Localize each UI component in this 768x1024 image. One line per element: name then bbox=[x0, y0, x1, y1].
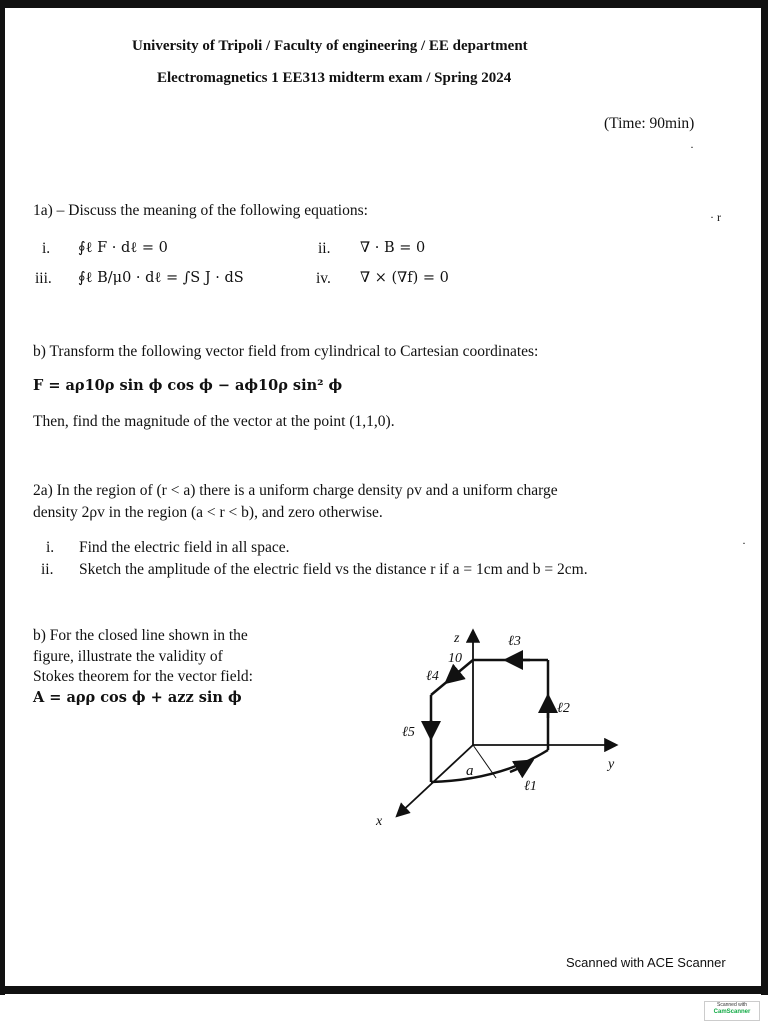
scan-speck: · bbox=[742, 536, 746, 550]
header-university: University of Tripoli / Faculty of engineering / EE department bbox=[132, 38, 528, 54]
q1a-prompt: 1a) – Discuss the meaning of the following equations: bbox=[33, 202, 368, 219]
q2b-vector-field: A = aρρ cos ϕ + azz sin ϕ bbox=[33, 689, 242, 706]
q2a-item-text: Sketch the amplitude of the electric field vs the distance r if a = 1cm and b = 2cm. bbox=[79, 561, 588, 578]
scan-speck: · bbox=[690, 140, 694, 154]
q1a-equation: ∮ℓ B/μ0 · dℓ = ∫S J · dS bbox=[78, 270, 244, 286]
l1-label: ℓ1 bbox=[524, 779, 537, 794]
scan-border-bottom bbox=[0, 986, 768, 994]
q2b-line1: b) For the closed line shown in the bbox=[33, 627, 248, 644]
l5-label: ℓ5 bbox=[402, 725, 415, 740]
scan-border-left bbox=[0, 0, 5, 995]
q2a-item-num: ii. bbox=[41, 561, 54, 578]
q1a-equation: ∇ · B = 0 bbox=[360, 240, 426, 256]
q1b-followup: Then, find the magnitude of the vector at the point (1,1,0). bbox=[33, 413, 395, 430]
scan-border-top bbox=[0, 0, 768, 8]
z-axis-label: z bbox=[454, 631, 460, 646]
y-axis-label: y bbox=[608, 757, 615, 772]
q2b-line3: Stokes theorem for the vector field: bbox=[33, 668, 253, 685]
path-l1 bbox=[431, 750, 548, 782]
radius-label: a bbox=[466, 763, 474, 779]
header-exam-title: Electromagnetics 1 EE313 midterm exam / Spring 2024 bbox=[157, 70, 512, 86]
scan-border-right bbox=[761, 0, 768, 995]
q1a-equation: ∇ × (∇f) = 0 bbox=[360, 270, 449, 286]
q2a-item-num: i. bbox=[46, 539, 55, 556]
camscanner-badge-top: Scanned with bbox=[716, 1002, 748, 1008]
q1b-vector-field: F = aρ10ρ sin ϕ cos ϕ − aϕ10ρ sin² ϕ bbox=[33, 377, 343, 394]
q1b-prompt: b) Transform the following vector field from cylindrical to Cartesian coordinates: bbox=[33, 343, 539, 360]
height-label: 10 bbox=[448, 651, 462, 666]
x-axis-label: x bbox=[376, 814, 383, 829]
q1a-item-num: i. bbox=[42, 240, 51, 257]
q2a-line1: 2a) In the region of (r < a) there is a uniform charge density ρv and a uniform charge bbox=[33, 482, 558, 499]
q2a-item-text: Find the electric field in all space. bbox=[79, 539, 290, 556]
camscanner-badge bbox=[704, 1001, 760, 1021]
stokes-path-figure bbox=[360, 620, 640, 840]
q1a-item-num: ii. bbox=[318, 240, 331, 257]
q1a-equation: ∮ℓ F · dℓ = 0 bbox=[78, 240, 168, 256]
q1a-item-num: iv. bbox=[316, 270, 331, 287]
camscanner-logo: CamScanner bbox=[713, 1009, 751, 1015]
header-time: (Time: 90min) bbox=[604, 115, 695, 132]
q1a-item-num: iii. bbox=[35, 270, 52, 287]
l2-label: ℓ2 bbox=[557, 701, 570, 716]
q2b-line2: figure, illustrate the validity of bbox=[33, 648, 223, 665]
l4-label: ℓ4 bbox=[426, 669, 439, 684]
l3-label: ℓ3 bbox=[508, 634, 521, 649]
scanner-footer: Scanned with ACE Scanner bbox=[566, 955, 726, 970]
scan-speck: · r bbox=[710, 210, 721, 224]
q2a-line2: density 2ρv in the region (a < r < b), and zero otherwise. bbox=[33, 504, 383, 521]
